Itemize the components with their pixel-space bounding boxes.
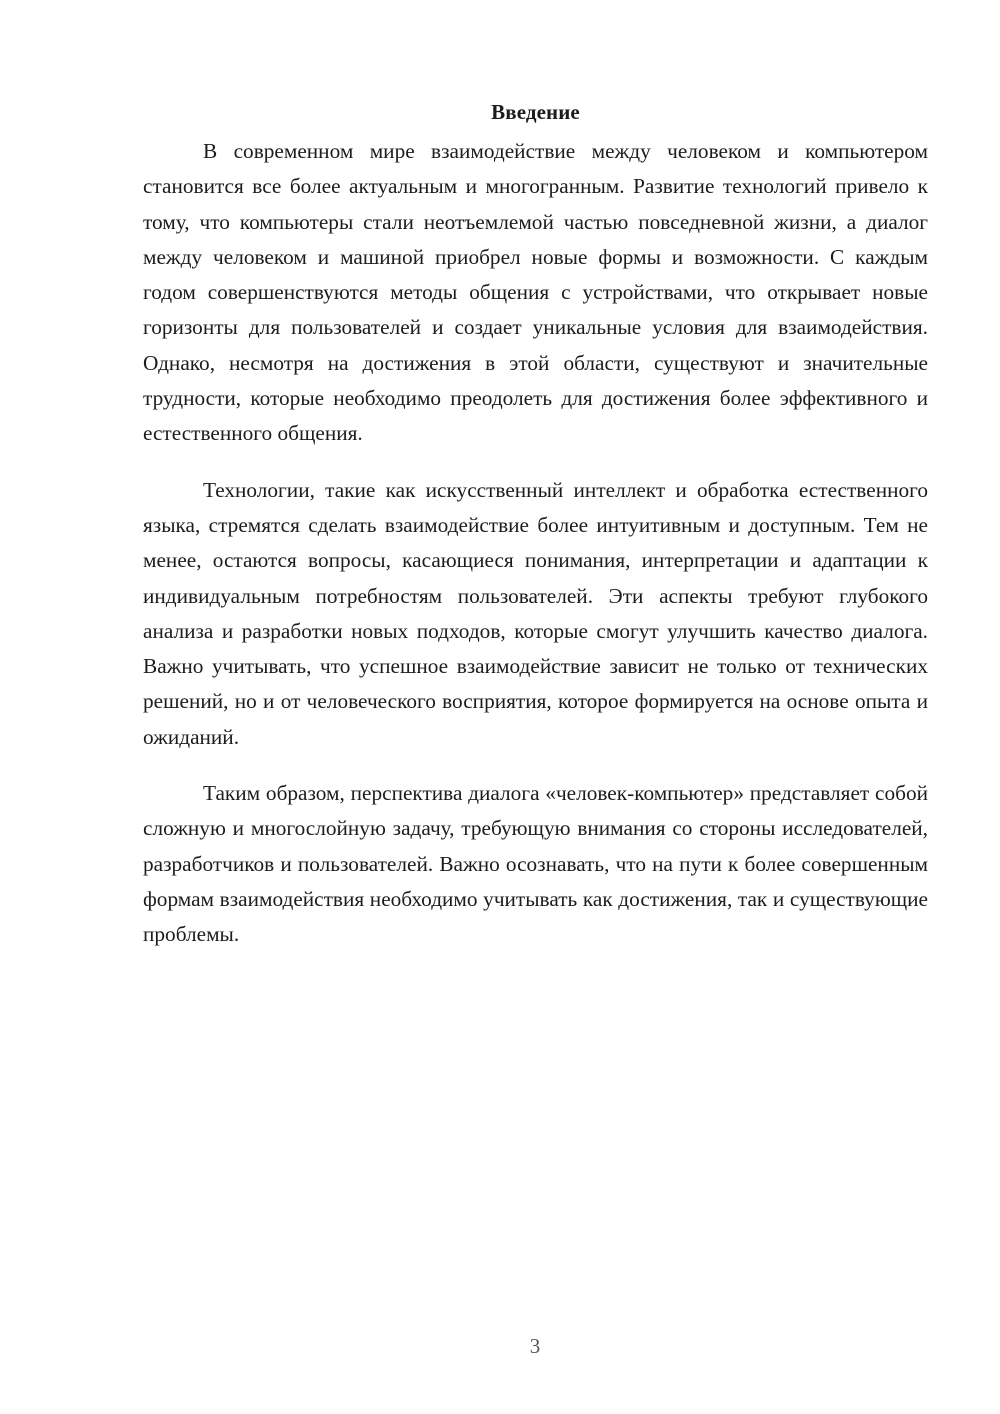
paragraph-1: В современном мире взаимодействие между человеком и компьютером становится все более актуальным и многогранным. Развитие технологий привело к тому, что компьютеры стали неотъемлемой частью повседневной жизни, а диалог между человеком и машиной приобрел новые формы и возможности. С каждым годом совершенствуются методы общения с устройствами, что открывает новые горизонты для пользователей и создает уникальные условия для взаимодействия. Однако, несмотря на достижения в этой области, существуют и значительные трудности, которые необходимо преодолеть для достижения более эффективного и естественного общения. (143, 139, 928, 446)
paragraph-3: Таким образом, перспектива диалога «человек-компьютер» представляет собой сложную и многослойную задачу, требующую внимания со стороны исследователей, разработчиков и пользователей. Важно осознавать, что на пути к более совершенным формам взаимодействия необходимо учитывать как достижения, так и существующие проблемы. (143, 781, 928, 947)
paragraph-2: Технологии, такие как искусственный интеллект и обработка естественного языка, стремятся сделать взаимодействие более интуитивным и доступным. Тем не менее, остаются вопросы, касающиеся понимания, интерпретации и адаптации к индивидуальным потребностям пользователей. Эти аспекты требуют глубокого анализа и разработки новых подходов, которые смогут улучшить качество диалога. Важно учитывать, что успешное взаимодействие зависит не только от технических решений, но и от человеческого восприятия, которое формируется на основе опыта и ожиданий. (143, 477, 928, 749)
section-title: Введение (491, 100, 580, 124)
page-content (143, 98, 928, 974)
page-number: 3 (529, 1334, 541, 1358)
